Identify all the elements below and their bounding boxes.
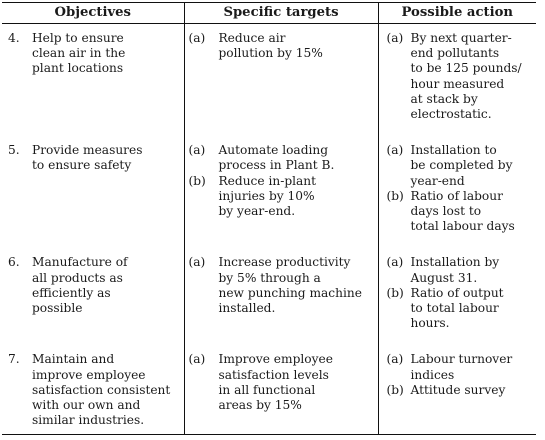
action-marker: (b) <box>386 285 404 300</box>
objective-text: Help to ensure clean air in the plant locations <box>32 31 126 76</box>
objective-text: Manufacture of all products as efficiently as possible <box>32 255 128 316</box>
target-marker: (b) <box>188 173 206 188</box>
target-item <box>185 143 378 173</box>
actions-cell <box>378 248 536 345</box>
action-marker: (b) <box>386 188 404 203</box>
target-item <box>185 174 378 220</box>
action-item <box>379 31 537 122</box>
header-possible-action: Possible action <box>378 3 536 24</box>
action-marker: (a) <box>386 255 404 270</box>
target-text: Reduce in-plant injuries by 10% by year-end. <box>218 173 317 219</box>
action-text: Labour turnover indices <box>410 352 513 382</box>
header-specific-targets: Specific targets <box>184 3 378 24</box>
action-text: Installation by August 31. <box>410 255 500 285</box>
targets-cell <box>184 345 378 435</box>
target-item <box>185 31 378 61</box>
action-text: Attitude survey <box>410 382 506 397</box>
target-text: Increase productivity by 5% through a new punching machine installed. <box>218 255 362 316</box>
target-marker: (a) <box>188 143 206 158</box>
actions-cell <box>378 345 536 435</box>
targets-cell <box>184 136 378 248</box>
action-text: Ratio of output to total labour hours. <box>410 285 504 331</box>
target-text: Reduce air pollution by 15% <box>218 31 323 61</box>
target-marker: (a) <box>188 255 206 270</box>
action-text: Installation to be completed by year-end <box>410 143 513 188</box>
objective-cell <box>2 248 184 345</box>
table-row <box>2 136 536 248</box>
actions-cell <box>378 24 536 137</box>
targets-cell <box>184 24 378 137</box>
target-text: Improve employee satisfaction levels in all functional areas by 15% <box>218 352 333 413</box>
header-objectives: Objectives <box>2 3 184 24</box>
objective-text: Maintain and improve employee satisfaction consistent with our own and similar industries. <box>32 352 171 428</box>
target-item <box>185 352 378 413</box>
targets-cell <box>184 248 378 345</box>
objective-text: Provide measures to ensure safety <box>32 143 143 173</box>
table-row <box>2 248 536 345</box>
action-text: Ratio of labour days lost to total labour days <box>410 188 515 234</box>
action-marker: (a) <box>386 31 404 45</box>
action-marker: (a) <box>386 352 404 367</box>
objective-number: 4. <box>8 31 20 45</box>
objective-number: 5. <box>8 143 20 158</box>
objectives-table <box>2 2 536 435</box>
actions-cell <box>378 136 536 248</box>
target-item <box>185 255 378 316</box>
objective-number: 7. <box>8 352 20 367</box>
action-item <box>379 383 537 398</box>
action-item <box>379 143 537 189</box>
action-item <box>379 286 537 332</box>
table-row <box>2 345 536 435</box>
target-marker: (a) <box>188 352 206 367</box>
action-text: By next quarter- end pollutants to be 125 pounds/ hour measured at stack by electrostatic. <box>410 31 522 122</box>
table-body <box>2 24 536 435</box>
action-marker: (b) <box>386 382 404 397</box>
table-header <box>2 3 536 24</box>
action-item <box>379 255 537 285</box>
objective-number: 6. <box>8 255 20 270</box>
action-marker: (a) <box>386 143 404 158</box>
header-row <box>2 3 536 24</box>
action-item <box>379 352 537 382</box>
objective-cell <box>2 345 184 435</box>
objective-cell <box>2 136 184 248</box>
target-marker: (a) <box>188 31 206 45</box>
table-row <box>2 24 536 137</box>
objective-cell <box>2 24 184 137</box>
target-text: Automate loading process in Plant B. <box>218 143 335 173</box>
action-item <box>379 189 537 235</box>
